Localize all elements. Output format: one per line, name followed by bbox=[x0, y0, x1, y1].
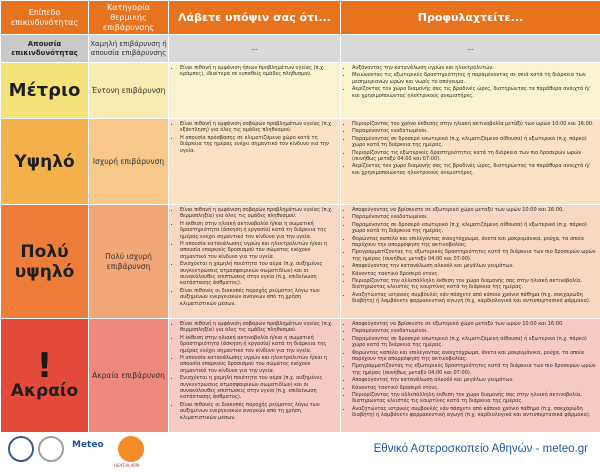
level-row-high bbox=[1, 119, 600, 205]
precautions-list bbox=[341, 63, 600, 119]
precautions-list bbox=[341, 319, 600, 433]
heat-alarm-logo bbox=[118, 436, 144, 462]
bullet-item: • Περιορίζοντας την αλλεπάλληλη έκθεση τον χώρο διαμονής σας στην ηλιακή ακτινοβολία, διατηρώντας κλειστές τις κουρτίνες κατά τη διάρκεια της ημέρας. bbox=[352, 278, 597, 291]
precautions-list bbox=[341, 119, 600, 205]
bullet-item: • Παραμένοντας ενυδατωμένοι. bbox=[352, 128, 597, 134]
bullet-item: • Παραμένοντας σε δροσερό εσωτερικό (π.χ. κλιματιζόμενη αίθουσα) ή εξωτερικό (π.χ. πάρκο) χώρο κατά τη διάρκεια της ημέρας. bbox=[352, 222, 597, 235]
bullet-item: • Η έκθεση στην ηλιακή ακτινοβολία ή/και η σωματική δραστηριότητα (άσκηση ή εργασία) κατά τη διάρκεια της ημέρας ενέχει σημαντικό τον κίνδυνο για την υγεία. bbox=[180, 221, 337, 240]
footer-org-text: Εθνικό Αστεροσκοπείο Αθηνών - meteo.gr bbox=[373, 443, 588, 455]
header-notes: Λάβετε υπόψιν σας ότι... bbox=[169, 1, 341, 35]
bullet-item: • Περιορίζοντας τον χρόνο έκθεσης στην ηλιακή ακτινοβολία μεταξύ των ωρών 10:00 και 16:00. bbox=[352, 121, 597, 127]
bullet-item: • Προγραμματίζοντας τις εξωτερικές δραστηριότητες κατά τη διάρκεια των πιο δροσερών ωρών της ημέρας (συνήθως μεταξύ 04:00 και 07:00). bbox=[352, 363, 597, 376]
noa-seal-logo bbox=[8, 436, 34, 462]
heat-alarm-label: HEAT-ALARM bbox=[114, 463, 140, 468]
category-label: Ισχυρή επιβάρυνση bbox=[89, 119, 169, 205]
bullet-item: • Αναζητώντας ιατρικές συμβουλές εάν πάσχετε από κάποιο χρόνιο πάθημα (π.χ. σακχαρώδη διαβήτη) ή λαμβάνετε φαρμακευτική αγωγή (π.χ. καρδιολογικά και αντιυπερτασικά φάρμακα). bbox=[352, 406, 597, 419]
bullet-item: • Αποφεύγοντας την κατανάλωση αλκοόλ και μεγάλων γευμάτων. bbox=[352, 377, 597, 383]
greek-seal-logo bbox=[38, 436, 64, 462]
meteo-logo: Meteo bbox=[72, 440, 104, 450]
level-label: Μέτριο bbox=[1, 63, 89, 119]
bullet-item: • Η απουσία κατανάλωσης υγρών και ηλεκτρολυτών ή/και η απουσία επαρκούς δροσισμού του σώματος ενέχουν σημαντικό τον κίνδυνο για την υγεία. bbox=[180, 355, 337, 374]
bullet-item: • Είναι πιθανές οι διακοπές παροχής ρεύματος λόγω των αυξημένων ενεργειακών αναγκών από τη χρήση κλιματιστικών μέσων. bbox=[180, 402, 337, 421]
bullet-item: • Είναι πιθανή η εμφάνιση σοβαρών προβλημάτων υγείας (π.χ. θερμοπληξία) για όλες τις ομάδες πληθυσμού. bbox=[180, 207, 337, 220]
bullet-item: • Αναζητώντας ιατρικές συμβουλές εάν πάσχετε από κάποιο χρόνιο πάθημα (π.χ. σακχαρώδη διαβήτη) ή λαμβάνετε φαρμακευτική αγωγή (π.χ. καρδιολογικά και αντιυπερτασικά φάρμακα). bbox=[352, 292, 597, 305]
bullet-item: • Κάνοντας τακτικό δροσερό ντους. bbox=[352, 385, 597, 391]
level-label: Ακραίο bbox=[10, 380, 79, 401]
absent-level: Απουσία επικινδυνότητας bbox=[1, 35, 89, 63]
absent-precautions: ... bbox=[341, 35, 600, 63]
bullet-item: • Μειώνοντας τις εξωτερικές δραστηριότητες ή παραμένοντας σε σκιά κατά τη διάρκεια των μεσημεριανών ωρών και νωρίς το απόγευμα. bbox=[352, 72, 597, 85]
notes-list bbox=[169, 63, 341, 119]
bullet-item: • Παραμένοντας σε δροσερό εσωτερικό (π.χ. κλιματιζόμενο αίθουσα) ή εξωτερικό (π.χ. πάρκο) χώρο κατά τη διάρκεια της ημέρας. bbox=[352, 136, 597, 149]
bullet-item: • Η απουσία πρόσβασης σε κλιματιζόμενο χώρο κατά τη διάρκεια της ημέρας ενέχει σημαντικό τον κίνδυνο για την υγεία. bbox=[180, 135, 337, 154]
bullet-item: • Αερίζοντας τον χώρο διαμονής σας τις βραδινές ώρες, διατηρώντας τα παράθυρα ανοιχτά ή/και χρησιμοποιώντας ηλεκτρικούς ανεμιστήρες. bbox=[352, 86, 597, 99]
bullet-item: • Παραμένοντας ενυδατωμένοι. bbox=[352, 328, 597, 334]
bullet-item: • Είναι πιθανή η εμφάνιση ήπιων προβλημάτων υγείας (π.χ. κράμπες), ιδιαίτερα σε ευπαθείς ομάδες πληθυσμού. bbox=[180, 65, 337, 78]
notes-list bbox=[169, 119, 341, 205]
exclamation-icon: ! bbox=[36, 345, 53, 386]
bullet-item: • Ενισχύεται η χαμηλή ποιότητα του αέρα (π.χ. αυξημένες συγκεντρώσεις ατμοσφαιρικών σωματιδίων) και οι συνακόλουθες επιπτώσεις στην υγεία (π.χ. επιδείνωση κατάστασης άσθματος). bbox=[180, 375, 337, 401]
bullet-item: • Αερίζοντας τον χώρο διαμονής σας τις βραδινές ώρες, διατηρώντας τα παράθυρα ανοιχτά ή/και χρησιμοποιώντας ηλεκτρικούς ανεμιστήρες. bbox=[352, 163, 597, 176]
category-label: Έντονη επιβάρυνση bbox=[89, 63, 169, 119]
level-label: Υψηλό bbox=[1, 119, 89, 205]
bullet-item: • Φορώντας καπέλο και επιλέγοντας ανοιχτόχρωμα, άνετα και μακρυμάνικα, ρούχα, τα οποία παρέχουν την απορρόφηση της ακτινοβολίας. bbox=[352, 236, 597, 249]
bullet-item: • Περιορίζοντας την αλλεπάλληλη έκθεση τον χώρο διαμονής σας στην ηλιακή ακτινοβολία, διατηρώντας κλειστές τις κουρτίνες κατά τη διάρκεια της ημέρας. bbox=[352, 392, 597, 405]
category-label: Πολύ ισχυρή επιβάρυνση bbox=[89, 205, 169, 319]
bullet-item: • Αποφεύγοντας την κατανάλωση αλκοόλ και μεγάλων γευμάτων. bbox=[352, 263, 597, 269]
bullet-item: • Παραμένοντας σε δροσερό εσωτερικό (π.χ. κλιματιζόμενη αίθουσα) ή εξωτερικό (π.χ. πάρκο) χώρο κατά τη διάρκεια της ημέρας. bbox=[352, 336, 597, 349]
header-level: Επίπεδο επικινδυνότητας bbox=[1, 1, 89, 35]
absent-row bbox=[1, 35, 600, 63]
level-cell-extreme bbox=[1, 319, 89, 433]
notes-list bbox=[169, 319, 341, 433]
bullet-item: • Αυξάνοντας την κατανάλωση υγρών και ηλεκτρολυτών. bbox=[352, 65, 597, 71]
bullet-item: • Φορώντας καπέλο και επιλέγοντας ανοιχτόχρωμα, άνετα και μακρυμάνικα, ρούχα, τα οποία παρέχουν την απορρόφηση της ακτινοβολίας. bbox=[352, 350, 597, 363]
bullet-item: • Κάνοντας τακτικό δροσερό ντους. bbox=[352, 271, 597, 277]
precautions-list bbox=[341, 205, 600, 319]
bullet-item: • Περιορίζοντας τις εξωτερικές δραστηριότητες κατά τη διάρκεια των πιο δροσερών ωρών (συνήθως μεταξύ 04:00 και 07:00). bbox=[352, 150, 597, 163]
bullet-item: • Η έκθεση στην ηλιακή ακτινοβολία ή/και η σωματική δραστηριότητα (άσκηση ή εργασία) κατά τη διάρκεια της ημέρας ενέχει σημαντικό τον κίνδυνο για την υγεία. bbox=[180, 335, 337, 354]
header-precautions: Προφυλαχτείτε... bbox=[341, 1, 600, 35]
header-row bbox=[1, 1, 600, 35]
header-category: Κατηγορία θερμικής επιβάρυνσης bbox=[89, 1, 169, 35]
level-label: Πολύ υψηλό bbox=[1, 205, 89, 319]
bullet-item: • Είναι πιθανή η εμφάνιση σοβαρών προβλημάτων υγείας (π.χ. εξάντληση) για όλες τις ομάδες πληθυσμού. bbox=[180, 121, 337, 134]
bullet-item: • Η απουσία κατανάλωσης υγρών και ηλεκτρολυτών ή/και η απουσία επαρκούς δροσισμού του σώματος ενέχουν σημαντικό τον κίνδυνο για την υγεία. bbox=[180, 241, 337, 260]
level-row-extreme bbox=[1, 319, 600, 433]
absent-notes: ... bbox=[169, 35, 341, 63]
category-label: Ακραία επιβάρυνση bbox=[89, 319, 169, 433]
bullet-item: • Αποφεύγοντας να βρίσκεστε σε εξωτερικό χώρο μεταξύ των ωρών 10:00 και 16:00. bbox=[352, 207, 597, 213]
level-row-moderate bbox=[1, 63, 600, 119]
bullet-item: • Προγραμματίζοντας τις εξωτερικές δραστηριότητες κατά τη διάρκεια των πιο δροσερών ωρών της ημέρας (συνήθως μεταξύ 04:00 και 07:00). bbox=[352, 249, 597, 262]
bullet-item: • Είναι πιθανή η εμφάνιση σοβαρών προβλημάτων υγείας (π.χ. θερμοπληξία) για όλες τις ομάδες πληθυσμού. bbox=[180, 321, 337, 334]
bullet-item: • Ενισχύεται η χαμηλή ποιότητα του αέρα (π.χ. αυξημένες συγκεντρώσεις ατμοσφαιρικών σωματιδίων) και οι συνακόλουθες επιπτώσεις στην υγεία (π.χ. επιδείνωση κατάστασης άσθματος). bbox=[180, 261, 337, 287]
level-row-very-high bbox=[1, 205, 600, 319]
notes-list bbox=[169, 205, 341, 319]
footer bbox=[0, 432, 600, 472]
absent-category: Χαμηλή επιβάρυνση ή απουσία επιβάρυνσης bbox=[89, 35, 169, 63]
bullet-item: • Αποφεύγοντας να βρίσκεστε σε εξωτερικό χώρο μεταξύ των ωρών 10:00 και 16:00. bbox=[352, 321, 597, 327]
bullet-item: • Είναι πιθανές οι διακοπές παροχής ρεύματος λόγω των αυξημένων ενεργειακών αναγκών από τη χρήση κλιματιστικών μέσων. bbox=[180, 288, 337, 307]
bullet-item: • Παραμένοντας ενυδατωμένοι. bbox=[352, 214, 597, 220]
